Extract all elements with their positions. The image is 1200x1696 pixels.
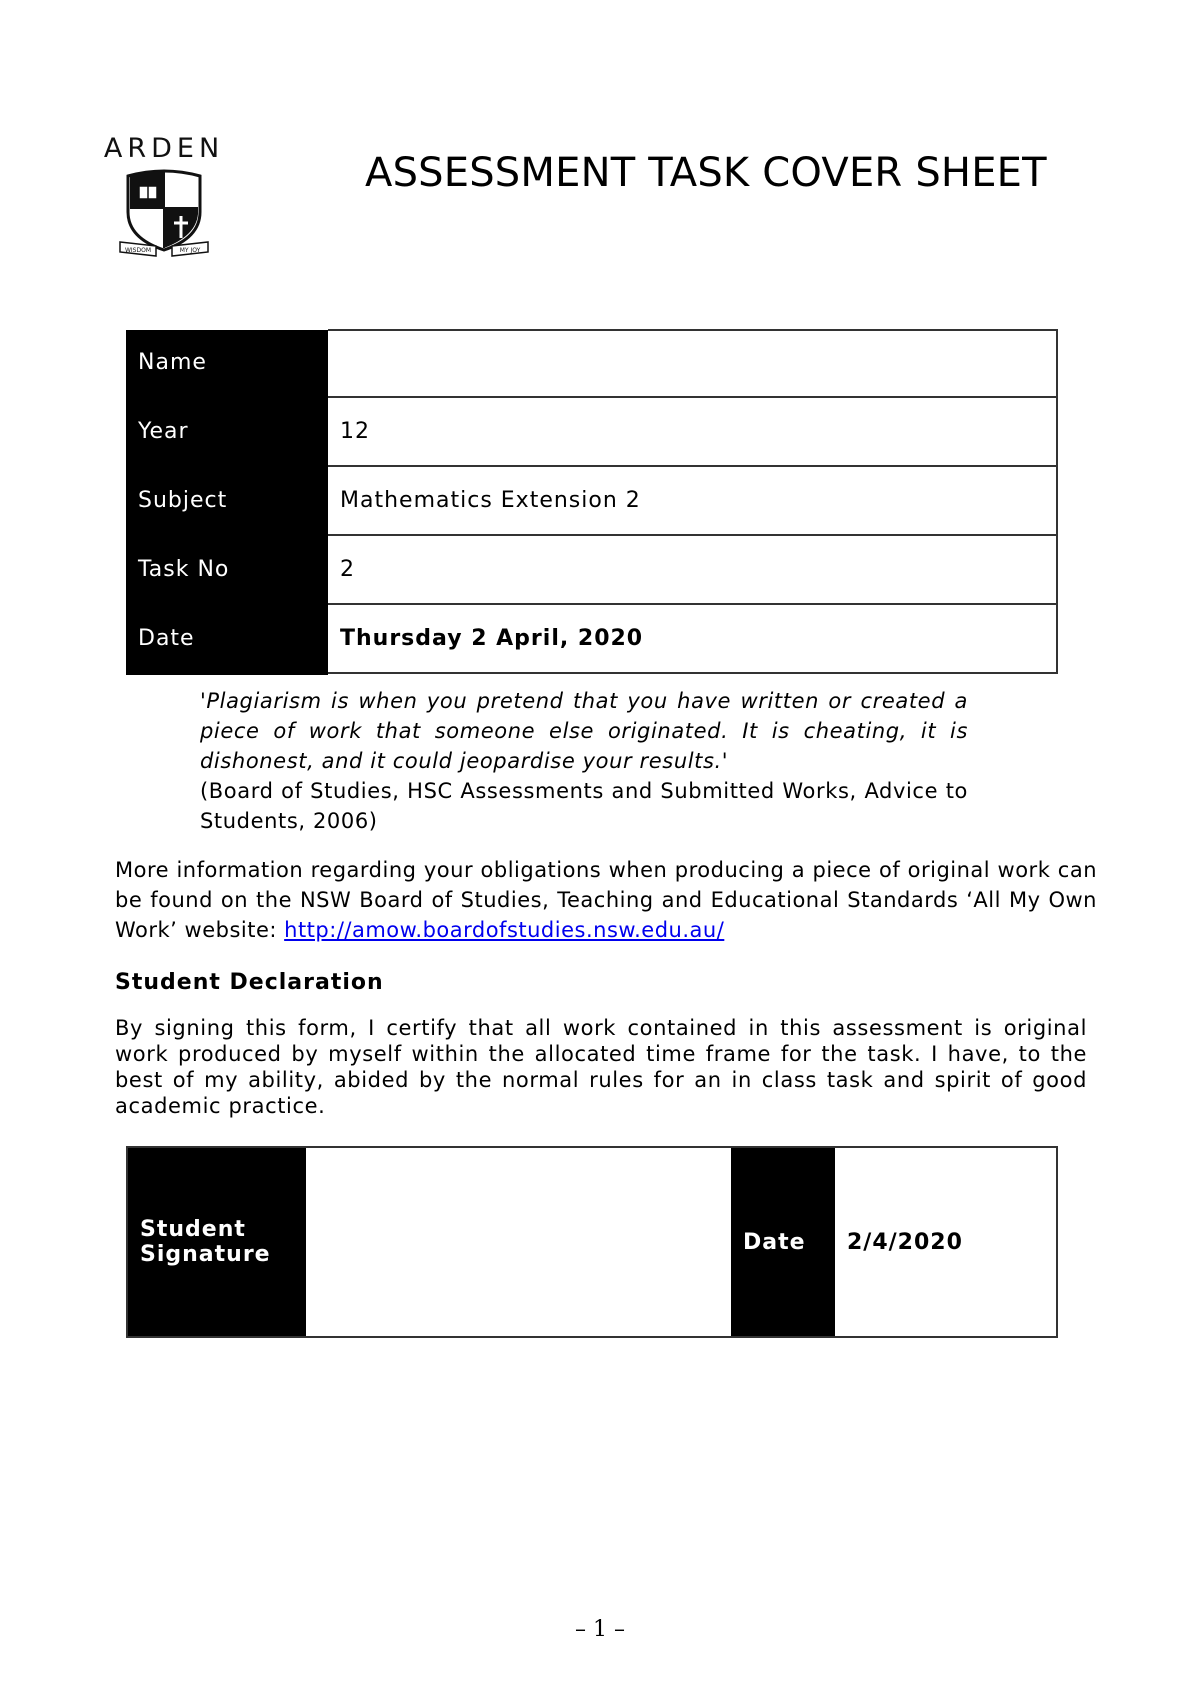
info-row-task-no <box>126 535 1057 604</box>
date-value: Thursday 2 April, 2020 <box>328 604 1057 673</box>
subject-label: Subject <box>126 466 328 535</box>
quote-text: 'Plagiarism is when you pretend that you have written or created a piece of work that someone else originated. It is cheating, it is dishonest, and it could jeopardise your results.' <box>200 689 968 773</box>
signature-label-line1: Student <box>140 1217 246 1242</box>
signature-field[interactable] <box>306 1148 731 1336</box>
declaration-heading: Student Declaration <box>115 970 384 995</box>
info-row-date <box>126 604 1057 673</box>
motto-right: MY JOY <box>179 247 201 254</box>
info-row-subject <box>126 466 1057 535</box>
signature-table <box>126 1146 1058 1338</box>
info-row-year <box>126 397 1057 466</box>
subject-value: Mathematics Extension 2 <box>328 466 1057 535</box>
signature-date-label: Date <box>731 1148 835 1336</box>
info-table <box>126 329 1058 675</box>
amow-link[interactable]: http://amow.boardofstudies.nsw.edu.au/ <box>284 918 725 942</box>
page-title: ASSESSMENT TASK COVER SHEET <box>365 150 1047 196</box>
more-info-paragraph <box>115 855 1097 945</box>
signature-date-value: 2/4/2020 <box>847 1229 963 1255</box>
name-label: Name <box>126 330 328 397</box>
info-row-name <box>126 330 1057 397</box>
school-crest-icon <box>118 168 210 258</box>
year-label: Year <box>126 397 328 466</box>
page-number: – 1 – <box>575 1617 625 1642</box>
school-name: ARDEN <box>103 133 225 164</box>
task-no-label: Task No <box>126 535 328 604</box>
year-value: 12 <box>328 397 1057 466</box>
signature-label-line2: Signature <box>140 1242 271 1267</box>
quote-source: (Board of Studies, HSC Assessments and Submitted Works, Advice to Students, 2006) <box>200 779 968 833</box>
more-info-text: More information regarding your obligations when producing a piece of original work can be found on the NSW Board of Studies, Teaching and Educational Standards ‘All My Own Work’ website: <box>115 858 1097 942</box>
plagiarism-quote <box>200 686 968 836</box>
date-label: Date <box>126 604 328 673</box>
name-value[interactable] <box>328 330 1057 397</box>
signature-label-cell <box>128 1148 306 1336</box>
motto-left: WISDOM <box>124 247 152 254</box>
task-no-value: 2 <box>328 535 1057 604</box>
declaration-text: By signing this form, I certify that all work contained in this assessment is original work produced by myself within the allocated time frame for the task. I have, to the best of my ability, abided by the normal rules for an in class task and spirit of good academic practice. <box>115 1016 1087 1118</box>
school-logo <box>88 134 240 258</box>
